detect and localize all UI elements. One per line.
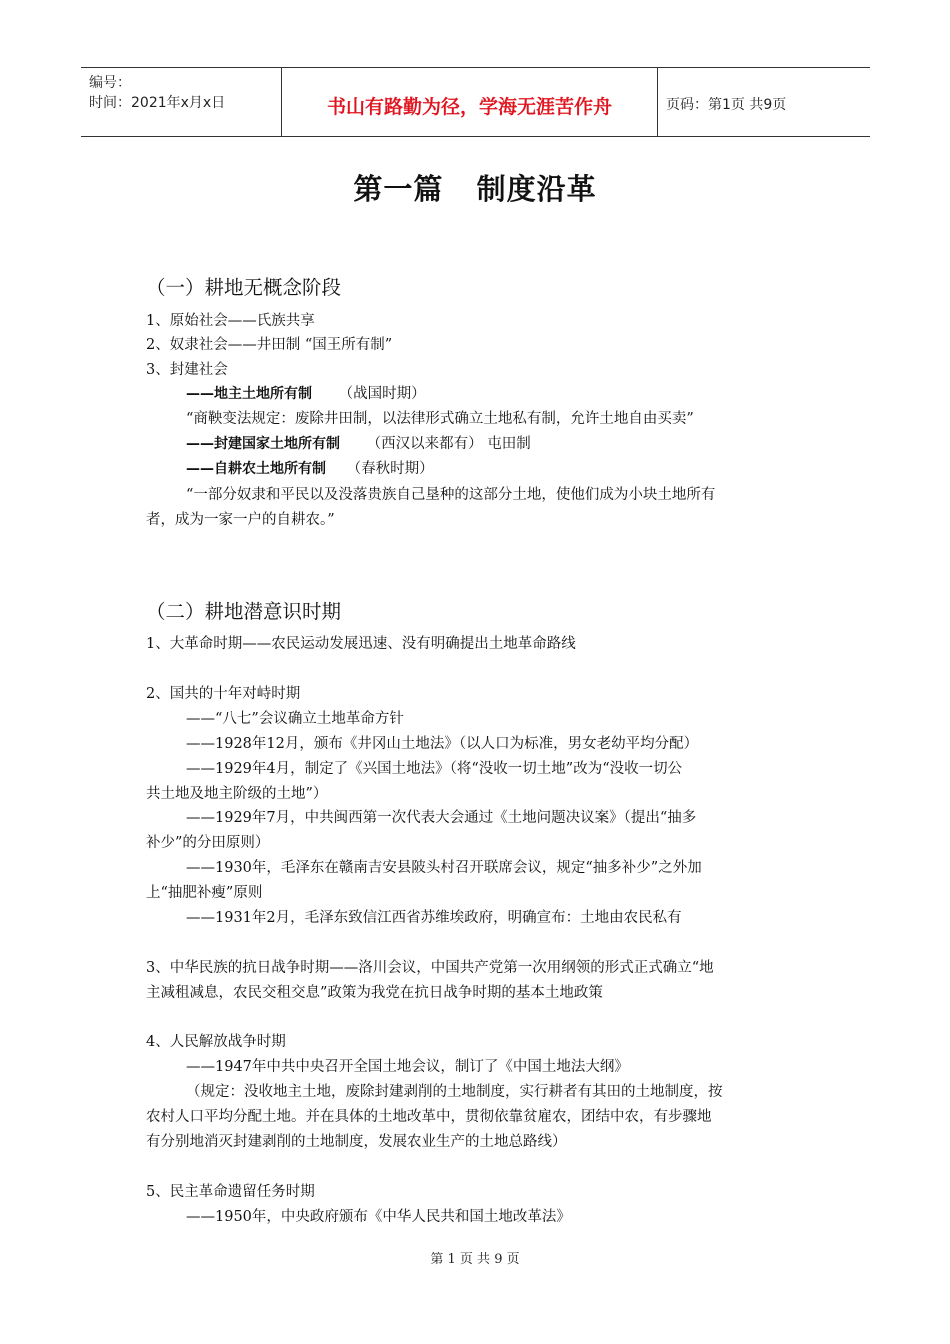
text-line: ——1950年，中央政府颁布《中华人民共和国土地改革法》: [186, 1209, 571, 1225]
header-page-cell: [658, 68, 870, 136]
text-line: 2、国共的十年对峙时期: [146, 686, 301, 702]
page-title: 第一篇 制度沿革: [353, 172, 597, 206]
text-line: ——“八七”会议确立土地革命方针: [186, 711, 404, 727]
text-span: （西汉以来都有） 屯田制: [366, 436, 531, 452]
text-line: “商鞅变法规定：废除井田制，以法律形式确立土地私有制，允许土地自由买卖”: [186, 411, 694, 427]
text-line: 1、大革命时期——农民运动发展迅速、没有明确提出土地革命路线: [146, 636, 576, 652]
text-line: 2、奴隶社会——井田制 “国王所有制”: [146, 337, 393, 353]
text-span: （春秋时期）: [346, 461, 434, 477]
header-page-info: 页码：第1页 共9页: [666, 97, 787, 113]
page-footer: 第 1 页 共 9 页: [430, 1252, 520, 1267]
text-line: 3、中华民族的抗日战争时期——洛川会议，中国共产党第一次用纲领的形式正式确立“地: [146, 960, 714, 976]
text-line: 农村人口平均分配土地。并在具体的土地改革中，贯彻依靠贫雇农，团结中农，有步骤地: [146, 1109, 712, 1125]
section-heading-2: （二）耕地潜意识时期: [146, 600, 342, 623]
text-line: 4、人民解放战争时期: [146, 1034, 286, 1050]
text-span: （战国时期）: [338, 386, 426, 402]
text-line: 有分别地消灭封建剥削的土地制度，发展农业生产的土地总路线）: [146, 1134, 567, 1150]
header-motto-cell: [282, 68, 658, 136]
text-line: “一部分奴隶和平民以及没落贵族自己垦种的这部分土地，使他们成为小块土地所有: [186, 487, 716, 503]
text-line: [186, 384, 426, 404]
text-line: [186, 434, 531, 454]
doc-number-label: 编号：: [89, 75, 131, 91]
emphasis-term: ——自耕农土地所有制: [186, 461, 326, 477]
text-line: ——1930年，毛泽东在赣南吉安县陂头村召开联席会议，规定“抽多补少”之外加: [186, 860, 702, 876]
doc-date-label: 时间：2021年x月x日: [89, 95, 226, 111]
section-heading-1: （一）耕地无概念阶段: [146, 276, 342, 299]
header-meta-cell: [81, 68, 282, 136]
text-line: 1、原始社会——氏族共享: [146, 313, 315, 329]
text-line: ——1929年7月，中共闽西第一次代表大会通过《土地问题决议案》（提出“抽多: [186, 810, 697, 826]
text-line: ——1931年2月，毛泽东致信江西省苏维埃政府，明确宣布：土地由农民私有: [186, 910, 682, 926]
text-line: ——1947年中共中央召开全国土地会议，制订了《中国土地法大纲》: [186, 1059, 629, 1075]
text-line: （规定：没收地主土地，废除封建剥削的土地制度，实行耕者有其田的土地制度，按: [186, 1084, 723, 1100]
emphasis-term: ——封建国家土地所有制: [186, 436, 340, 452]
text-line: 补少”的分田原则）: [146, 835, 270, 851]
text-line: [186, 459, 434, 479]
text-line: 上“抽肥补瘦”原则: [146, 885, 263, 901]
text-line: ——1928年12月，颁布《井冈山土地法》（以人口为标准，男女老幼平均分配）: [186, 736, 699, 752]
text-line: ——1929年4月，制定了《兴国土地法》（将“没收一切土地”改为“没收一切公: [186, 761, 683, 777]
text-line: 主减租减息，农民交租交息”政策为我党在抗日战争时期的基本土地政策: [146, 985, 603, 1001]
emphasis-term: ——地主土地所有制: [186, 386, 312, 402]
text-line: 共土地及地主阶级的土地”）: [146, 786, 328, 802]
header-motto: 书山有路勤为径，学海无涯苦作舟: [326, 96, 612, 118]
text-line: 者，成为一家一户的自耕农。”: [146, 512, 335, 528]
text-line: 3、封建社会: [146, 362, 228, 378]
document-header: [81, 67, 870, 137]
text-line: 5、民主革命遗留任务时期: [146, 1184, 315, 1200]
